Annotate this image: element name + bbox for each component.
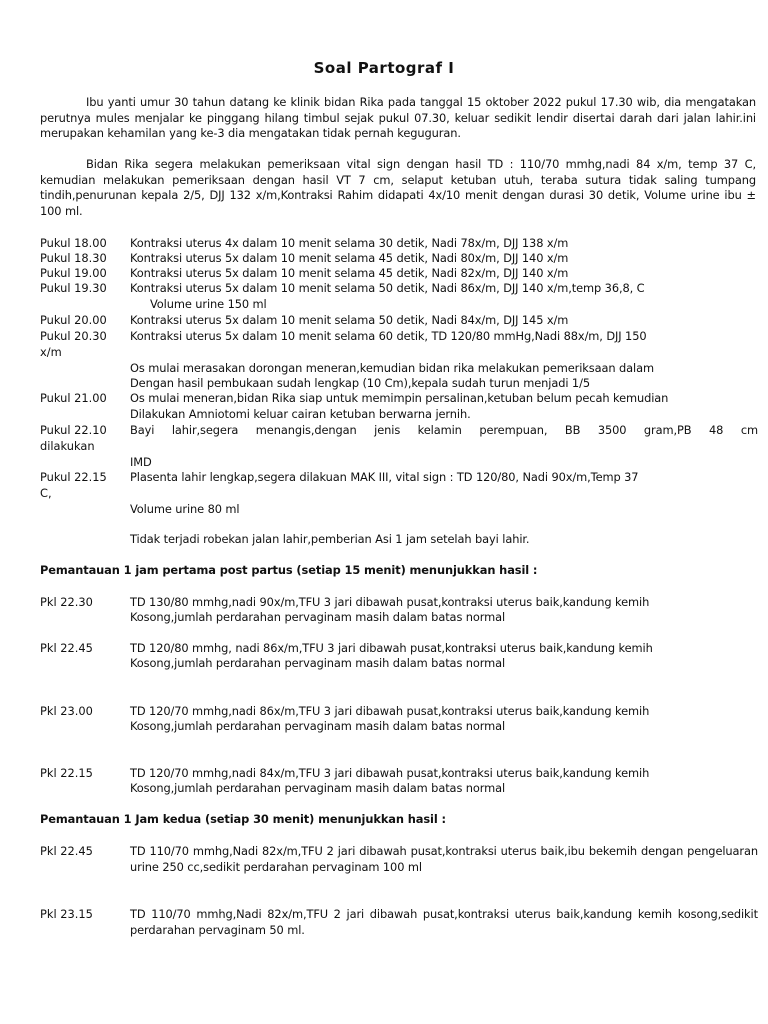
timeline-text: Kontraksi uterus 5x dalam 10 menit selama 50 detik, Nadi 84x/m, DJJ 145 x/m xyxy=(130,313,569,327)
intro-paragraph-2: Bidan Rika segera melakukan pemeriksaan vital sign dengan hasil TD : 110/70 mmhg,nadi 84 x/m, temp 37 C, kemudian melakukan pemeriksaan dengan hasil VT 7 cm, selaput ketuban utuh, teraba sutura tidak saling tumpang tindih,penurunan kepala 2/5, DJJ 132 x/m,Kontraksi Rahim didapati 4x/10 menit dengan durasi 30 detik, Volume urine ibu ± 100 ml. xyxy=(40,157,756,218)
timeline-time: Pukul 19.30 xyxy=(40,281,107,295)
monitoring-text: TD 120/80 mmhg, nadi 86x/m,TFU 3 jari dibawah pusat,kontraksi uterus baik,kandung kemih xyxy=(130,641,653,655)
timeline-text: Kontraksi uterus 4x dalam 10 menit selama 30 detik, Nadi 78x/m, DJJ 138 x/m xyxy=(130,236,569,250)
timeline-text: Bayi lahir,segera menangis,dengan jenis kelamin perempuan, BB 3500 gram,PB 48 cm xyxy=(130,423,758,437)
timeline-time: Pukul 20.30 xyxy=(40,329,107,343)
monitoring-time: Pkl 22.30 xyxy=(40,595,93,609)
monitoring-time: Pkl 22.15 xyxy=(40,766,93,780)
timeline-time: Pukul 19.00 xyxy=(40,266,107,280)
section-heading-second-hour: Pemantauan 1 Jam kedua (setiap 30 menit) menunjukkan hasil : xyxy=(40,812,446,826)
timeline-text: Plasenta lahir lengkap,segera dilakuan MAK III, vital sign : TD 120/80, Nadi 90x/m,Temp 37 xyxy=(130,470,639,484)
timeline-text: Os mulai merasakan dorongan meneran,kemudian bidan rika melakukan pemeriksaan dalam xyxy=(130,361,654,375)
monitoring-time: Pkl 22.45 xyxy=(40,641,93,655)
timeline-text: IMD xyxy=(130,455,152,469)
monitoring-time: Pkl 23.15 xyxy=(40,907,93,921)
timeline-text: Kontraksi uterus 5x dalam 10 menit selama 60 detik, TD 120/80 mmHg,Nadi 88x/m, DJJ 150 xyxy=(130,329,647,343)
monitoring-text: Kosong,jumlah perdarahan pervaginam masih dalam batas normal xyxy=(130,610,506,624)
timeline-text: Volume urine 80 ml xyxy=(130,502,240,516)
timeline-time: Pukul 22.10 xyxy=(40,423,107,437)
timeline-text: Kontraksi uterus 5x dalam 10 menit selama 45 detik, Nadi 80x/m, DJJ 140 x/m xyxy=(130,251,569,265)
monitoring-text: Kosong,jumlah perdarahan pervaginam masih dalam batas normal xyxy=(130,656,506,670)
timeline-wrap: x/m xyxy=(40,345,62,359)
monitoring-text: TD 110/70 mmhg,Nadi 82x/m,TFU 2 jari dibawah pusat,kontraksi uterus baik,kandung kemih kosong,sedikit perdarahan pervaginam 50 ml. xyxy=(130,907,758,937)
timeline-continuation: Volume urine 150 ml xyxy=(150,297,267,311)
timeline-time: Pukul 18.30 xyxy=(40,251,107,265)
monitoring-text: TD 110/70 mmhg,Nadi 82x/m,TFU 2 jari dibawah pusat,kontraksi uterus baik,ibu bekemih dengan pengeluaran urine 250 cc,sedikit perdarahan pervaginam 100 ml xyxy=(130,844,758,874)
monitoring-text: TD 120/70 mmhg,nadi 84x/m,TFU 3 jari dibawah pusat,kontraksi uterus baik,kandung kemih xyxy=(130,766,650,780)
timeline-text: Dengan hasil pembukaan sudah lengkap (10 Cm),kepala sudah turun menjadi 1/5 xyxy=(130,376,590,390)
timeline-time: Pukul 20.00 xyxy=(40,313,107,327)
timeline-time: Pukul 18.00 xyxy=(40,236,107,250)
timeline-wrap: dilakukan xyxy=(40,439,95,453)
timeline-text: Kontraksi uterus 5x dalam 10 menit selama 45 detik, Nadi 82x/m, DJJ 140 x/m xyxy=(130,266,569,280)
monitoring-text: TD 120/70 mmhg,nadi 86x/m,TFU 3 jari dibawah pusat,kontraksi uterus baik,kandung kemih xyxy=(130,704,650,718)
timeline-text: Kontraksi uterus 5x dalam 10 menit selama 50 detik, Nadi 86x/m, DJJ 140 x/m,temp 36,8, C xyxy=(130,281,645,295)
timeline-time: Pukul 22.15 xyxy=(40,470,107,484)
monitoring-text: TD 130/80 mmhg,nadi 90x/m,TFU 3 jari dibawah pusat,kontraksi uterus baik,kandung kemih xyxy=(130,595,650,609)
timeline-text: Tidak terjadi robekan jalan lahir,pemberian Asi 1 jam setelah bayi lahir. xyxy=(130,532,530,546)
section-heading-first-hour: Pemantauan 1 jam pertama post partus (setiap 15 menit) menunjukkan hasil : xyxy=(40,563,538,577)
monitoring-time: Pkl 23.00 xyxy=(40,704,93,718)
timeline-time: Pukul 21.00 xyxy=(40,391,107,405)
monitoring-time: Pkl 22.45 xyxy=(40,844,93,858)
timeline-wrap: C, xyxy=(40,486,52,500)
timeline-text: Os mulai meneran,bidan Rika siap untuk memimpin persalinan,ketuban belum pecah kemudian xyxy=(130,391,669,405)
monitoring-text: Kosong,jumlah perdarahan pervaginam masih dalam batas normal xyxy=(130,719,506,733)
monitoring-text: Kosong,jumlah perdarahan pervaginam masih dalam batas normal xyxy=(130,781,506,795)
timeline-text: Dilakukan Amniotomi keluar cairan ketuban berwarna jernih. xyxy=(130,407,471,421)
page-title: Soal Partograf I xyxy=(313,59,455,77)
intro-paragraph-1: Ibu yanti umur 30 tahun datang ke klinik bidan Rika pada tanggal 15 oktober 2022 pukul 17.30 wib, dia mengatakan perutnya mules menjalar ke pinggang hilang timbul sejak pukul 07.30, keluar sedikit lendir disertai darah dari jalan lahir.ini merupakan kehamilan yang ke-3 dia mengatakan tidak pernah keguguran. xyxy=(40,95,756,140)
